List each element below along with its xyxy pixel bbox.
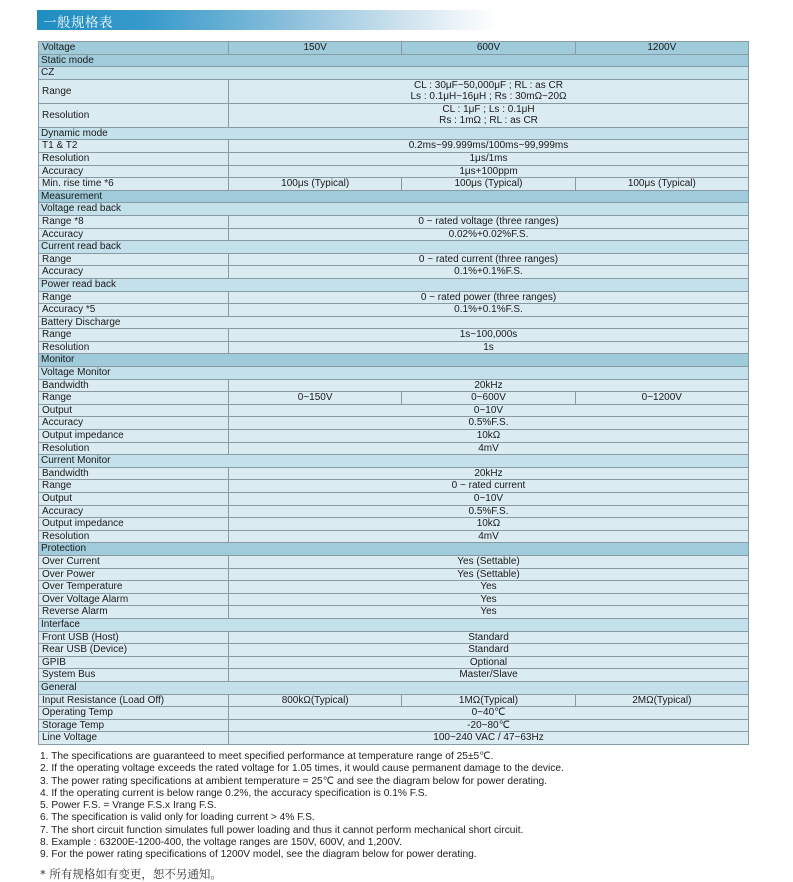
- column-header-150v: 150V: [229, 42, 402, 55]
- row-label: Over Voltage Alarm: [39, 593, 229, 606]
- section-row: [39, 127, 749, 140]
- row-value-1200v: 0~1200V: [575, 392, 748, 405]
- table-row: [39, 79, 749, 103]
- section-general: General: [39, 681, 749, 694]
- table-row: [39, 505, 749, 518]
- row-value: 0 ~ rated current: [229, 480, 749, 493]
- table-row: [39, 140, 749, 153]
- row-value: Yes: [229, 606, 749, 619]
- row-value: 1μs+100ppm: [229, 165, 749, 178]
- section-row: [39, 54, 749, 67]
- row-label: GPIB: [39, 656, 229, 669]
- table-row: [39, 656, 749, 669]
- row-value: 0 ~ rated voltage (three ranges): [229, 215, 749, 228]
- table-row: [39, 467, 749, 480]
- section-interface: Interface: [39, 618, 749, 631]
- row-label: Rear USB (Device): [39, 644, 229, 657]
- section-row: [39, 354, 749, 367]
- row-label: Input Resistance (Load Off): [39, 694, 229, 707]
- table-row: [39, 707, 749, 720]
- table-row: [39, 215, 749, 228]
- row-label: Over Power: [39, 568, 229, 581]
- row-value: 0.5%F.S.: [229, 417, 749, 430]
- row-label: Resolution: [39, 103, 229, 127]
- table-row: [39, 518, 749, 531]
- row-value: 1μs/1ms: [229, 152, 749, 165]
- row-label: Over Current: [39, 555, 229, 568]
- table-row: [39, 555, 749, 568]
- row-label: Resolution: [39, 152, 229, 165]
- row-value-150v: 0~150V: [229, 392, 402, 405]
- subsection-battery-discharge: Battery Discharge: [39, 316, 749, 329]
- table-row: [39, 644, 749, 657]
- subsection-row: [39, 241, 749, 254]
- section-measurement: Measurement: [39, 190, 749, 203]
- row-value-600v: 1MΩ(Typical): [402, 694, 575, 707]
- row-value: 0.1%+0.1%F.S.: [229, 304, 749, 317]
- footnotes: [40, 751, 564, 862]
- row-label: Resolution: [39, 341, 229, 354]
- value-line: Ls : 0.1μH~16μH ; Rs : 30mΩ~20Ω: [410, 91, 567, 103]
- row-label: Output impedance: [39, 518, 229, 531]
- table-row: [39, 442, 749, 455]
- row-value: 20kHz: [229, 379, 749, 392]
- footnote-item: 4. If the operating current is below range 0.2%, the accuracy specification is 0.1% F.S.: [40, 787, 428, 799]
- row-value: 0~10V: [229, 493, 749, 506]
- row-value: 0 ~ rated current (three ranges): [229, 253, 749, 266]
- disclaimer: * 所有规格如有变更，恕不另通知。: [40, 867, 222, 881]
- table-row: [39, 568, 749, 581]
- table-row: [39, 103, 749, 127]
- value-line: CL : 30μF~50,000μF ; RL : as CR: [414, 79, 563, 91]
- row-label: Range: [39, 392, 229, 405]
- table-row: [39, 404, 749, 417]
- row-value: [229, 103, 749, 127]
- subsection-row: [39, 67, 749, 80]
- row-value-150v: 100μs (Typical): [229, 178, 402, 191]
- table-row: [39, 480, 749, 493]
- row-value: 100~240 VAC / 47~63Hz: [229, 732, 749, 745]
- table-row: [39, 530, 749, 543]
- row-value: 1s~100,000s: [229, 329, 749, 342]
- subsection-row: [39, 316, 749, 329]
- table-row: [39, 732, 749, 745]
- row-value-600v: 100μs (Typical): [402, 178, 575, 191]
- value-line: Rs : 1mΩ ; RL : as CR: [439, 115, 538, 127]
- table-row: [39, 593, 749, 606]
- row-value-1200v: 2MΩ(Typical): [575, 694, 748, 707]
- table-row: [39, 304, 749, 317]
- row-value: Yes: [229, 593, 749, 606]
- table-row: [39, 266, 749, 279]
- row-value: 0.5%F.S.: [229, 505, 749, 518]
- footnote-item: 1. The specifications are guaranteed to meet specified performance at temperature range of 25±5℃.: [40, 751, 494, 762]
- table-row: [39, 493, 749, 506]
- row-value: Yes: [229, 581, 749, 594]
- row-value-150v: 800kΩ(Typical): [229, 694, 402, 707]
- row-label: Reverse Alarm: [39, 606, 229, 619]
- row-value: Standard: [229, 631, 749, 644]
- row-label: Accuracy: [39, 417, 229, 430]
- table-row: [39, 719, 749, 732]
- subsection-voltage-read-back: Voltage read back: [39, 203, 749, 216]
- table-row: [39, 341, 749, 354]
- row-value: 1s: [229, 341, 749, 354]
- section-monitor: Monitor: [39, 354, 749, 367]
- section-protection: Protection: [39, 543, 749, 556]
- table-row: [39, 606, 749, 619]
- row-label: T1 & T2: [39, 140, 229, 153]
- row-value-600v: 0~600V: [402, 392, 575, 405]
- row-value: 10kΩ: [229, 430, 749, 443]
- row-label: Accuracy: [39, 505, 229, 518]
- subsection-row: [39, 455, 749, 468]
- table-row: [39, 291, 749, 304]
- row-value: -20~80℃: [229, 719, 749, 732]
- section-dynamic-mode: Dynamic mode: [39, 127, 749, 140]
- footnote-item: 5. Power F.S. = Vrange F.S.x Irang F.S.: [40, 800, 217, 812]
- subsection-row: [39, 203, 749, 216]
- row-value: 10kΩ: [229, 518, 749, 531]
- row-label: Output: [39, 493, 229, 506]
- table-header-row: [39, 42, 749, 55]
- spec-table: [38, 41, 749, 745]
- row-label: Range: [39, 253, 229, 266]
- row-value: 0~40℃: [229, 707, 749, 720]
- table-row: [39, 329, 749, 342]
- table-row: [39, 379, 749, 392]
- row-label: Output: [39, 404, 229, 417]
- table-row: [39, 228, 749, 241]
- table-row: [39, 152, 749, 165]
- row-label: Range: [39, 329, 229, 342]
- footnote-item: 7. The short circuit function simulates full power loading and thus it cannot perform mechanical short circuit.: [40, 824, 524, 836]
- subsection-cz: CZ: [39, 67, 749, 80]
- subsection-row: [39, 278, 749, 291]
- row-label: Resolution: [39, 442, 229, 455]
- row-value: Yes (Settable): [229, 568, 749, 581]
- section-row: [39, 681, 749, 694]
- row-label: Accuracy: [39, 228, 229, 241]
- row-label: System Bus: [39, 669, 229, 682]
- section-banner: [37, 10, 497, 30]
- row-value: 0.2ms~99.999ms/100ms~99,999ms: [229, 140, 749, 153]
- subsection-voltage-monitor: Voltage Monitor: [39, 367, 749, 380]
- row-label: Accuracy *5: [39, 304, 229, 317]
- row-value: 0.02%+0.02%F.S.: [229, 228, 749, 241]
- row-label: Bandwidth: [39, 467, 229, 480]
- row-label: Range: [39, 480, 229, 493]
- row-label: Output impedance: [39, 430, 229, 443]
- row-value: 4mV: [229, 442, 749, 455]
- table-row: [39, 694, 749, 707]
- section-title: 一般规格表: [43, 15, 113, 31]
- footnote-item: 3. The power rating specifications at ambient temperature = 25℃ and see the diagram below for power derating.: [40, 775, 548, 787]
- table-row: [39, 669, 749, 682]
- row-value: 0 ~ rated power (three ranges): [229, 291, 749, 304]
- footnote-item: 2. If the operating voltage exceeds the rated voltage for 1.05 times, it would cause permanent damage to the device.: [40, 763, 564, 775]
- row-label: Range: [39, 291, 229, 304]
- value-line: CL : 1μF ; Ls : 0.1μH: [442, 103, 535, 115]
- row-label: Over Temperature: [39, 581, 229, 594]
- table-row: [39, 631, 749, 644]
- column-header-600v: 600V: [402, 42, 575, 55]
- table-row: [39, 253, 749, 266]
- row-label: Min. rise time *6: [39, 178, 229, 191]
- row-label: Operating Temp: [39, 707, 229, 720]
- row-value-1200v: 100μs (Typical): [575, 178, 748, 191]
- row-value: 20kHz: [229, 467, 749, 480]
- row-value: Master/Slave: [229, 669, 749, 682]
- row-label: Bandwidth: [39, 379, 229, 392]
- section-row: [39, 618, 749, 631]
- section-static-mode: Static mode: [39, 54, 749, 67]
- row-value: 0.1%+0.1%F.S.: [229, 266, 749, 279]
- row-label: Resolution: [39, 530, 229, 543]
- row-label: Accuracy: [39, 165, 229, 178]
- subsection-row: [39, 367, 749, 380]
- row-label: Front USB (Host): [39, 631, 229, 644]
- subsection-power-read-back: Power read back: [39, 278, 749, 291]
- table-row: [39, 417, 749, 430]
- subsection-current-read-back: Current read back: [39, 241, 749, 254]
- row-label: Voltage: [39, 42, 229, 55]
- footnote-item: 8. Example : 63200E-1200-400, the voltage ranges are 150V, 600V, and 1,200V.: [40, 837, 402, 849]
- row-value: 4mV: [229, 530, 749, 543]
- column-header-1200v: 1200V: [575, 42, 748, 55]
- section-row: [39, 543, 749, 556]
- table-row: [39, 165, 749, 178]
- footnote-item: 6. The specification is valid only for loading current > 4% F.S.: [40, 812, 315, 824]
- row-value: Optional: [229, 656, 749, 669]
- table-row: [39, 392, 749, 405]
- row-value: 0~10V: [229, 404, 749, 417]
- row-value: Standard: [229, 644, 749, 657]
- table-row: [39, 430, 749, 443]
- section-row: [39, 190, 749, 203]
- table-row: [39, 178, 749, 191]
- row-label: Accuracy: [39, 266, 229, 279]
- subsection-current-monitor: Current Monitor: [39, 455, 749, 468]
- row-label: Range: [39, 79, 229, 103]
- footnote-item: 9. For the power rating specifications of 1200V model, see the diagram below for power derating.: [40, 849, 477, 861]
- row-label: Range *8: [39, 215, 229, 228]
- row-label: Storage Temp: [39, 719, 229, 732]
- row-value: Yes (Settable): [229, 555, 749, 568]
- table-row: [39, 581, 749, 594]
- row-label: Line Voltage: [39, 732, 229, 745]
- row-value: [229, 79, 749, 103]
